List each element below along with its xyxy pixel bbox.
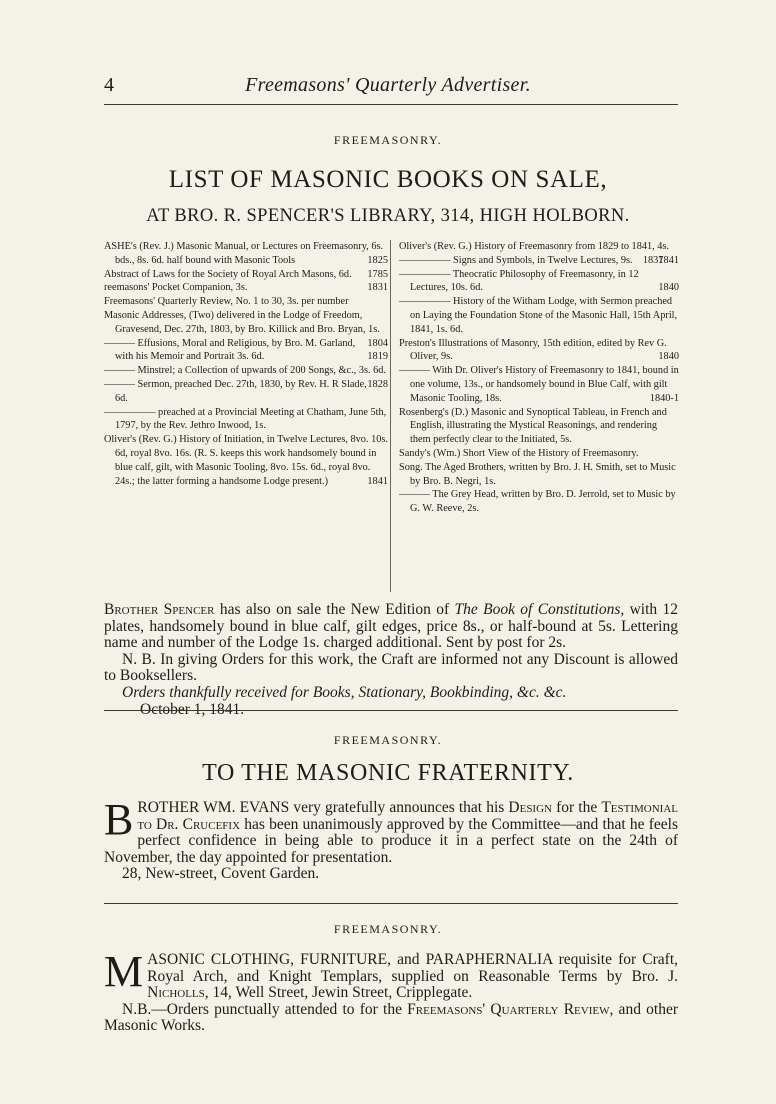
header-rule xyxy=(104,104,678,105)
ad3-nb2: , and other Masonic Works. xyxy=(104,1000,678,1035)
ad2-dropcap: B xyxy=(104,795,134,844)
book-entry-text: ——— With Dr. Oliver's History of Freemasonry to 1841, bound in one volume, 13s., or handsomely bound in Blue Calf, with gilt Masonic Tooling, 18s. xyxy=(399,365,679,404)
book-entry-year: 1785 xyxy=(367,268,388,280)
book-entry-year: 1840-1 xyxy=(649,392,679,404)
book-entry-text: reemasons' Pocket Companion, 3s. xyxy=(104,282,248,294)
ad2-title: TO THE MASONIC FRATERNITY. xyxy=(202,760,574,786)
notice-body: has also on sale the New Edition of xyxy=(214,601,455,618)
book-entry xyxy=(104,364,388,390)
book-entry-text: Freemasons' Quarterly Review, No. 1 to 30, 3s. per number xyxy=(104,296,349,308)
book-entry xyxy=(104,281,388,295)
column-divider xyxy=(390,240,391,592)
book-entry-text: Preston's Illustrations of Masonry, 15th edition, edited by Rev G. Oliver, 9s. xyxy=(399,337,667,363)
ad2-kicker: FREEMASONRY. xyxy=(333,733,443,747)
book-entry-text: ——— Minstrel; a Collection of upwards of 200 Songs, &c., 3s. 6d. xyxy=(104,365,386,377)
book-entry xyxy=(104,337,388,365)
book-list-right xyxy=(399,240,679,516)
ad1-nb: N. B. In giving Orders for this work, the Craft are informed not any Discount is allowed to Booksellers. xyxy=(104,650,678,685)
book-entry xyxy=(399,364,679,405)
book-entry-year: 1828 xyxy=(367,378,388,390)
book-entry xyxy=(399,268,679,296)
ad3-body1: and xyxy=(390,951,426,968)
book-entry xyxy=(104,406,388,434)
ad3-name: J. Nicholls xyxy=(147,967,678,1002)
book-list-left xyxy=(104,240,388,488)
book-entry-text: ————— preached at a Provincial Meeting at Chatham, June 5th, 1797, by the Rev. Jethro Inwood, 1s. xyxy=(104,406,387,432)
book-entry-text: Abstract of Laws for the Society of Royal Arch Masons, 6d. xyxy=(104,268,352,280)
page-number: 4 xyxy=(104,74,114,96)
notice-lead: Brother Spencer xyxy=(104,601,215,618)
book-entry-text: Song. The Aged Brothers, written by Bro. J. H. Smith, set to Music by Bro. B. Negri, 1s. xyxy=(399,461,676,487)
ad3-lead: ASONIC CLOTHING, FURNITURE, xyxy=(147,951,391,968)
ad2-testimonial: Testimonial to Dr. Crucefix xyxy=(137,799,678,833)
book-entry xyxy=(399,447,679,461)
book-entry-text: Sandy's (Wm.) Short View of the History of Freemasonry. xyxy=(399,447,639,459)
ad2-design: Design xyxy=(508,799,552,816)
ad3-body xyxy=(104,947,678,1035)
ad3-body3: , 14, Well Street, Jewin Street, Cripplegate. xyxy=(204,984,473,1002)
ad1-subtitle: AT BRO. R. SPENCER'S LIBRARY, 314, HIGH HOLBORN. xyxy=(146,206,630,226)
book-entry xyxy=(104,309,388,349)
ad3-nb-title: Freemasons' Quarterly Review xyxy=(407,1000,610,1018)
book-entry xyxy=(399,295,679,336)
ad2-address: 28, New-street, Covent Garden. xyxy=(122,865,320,883)
book-entry-year: 1840 xyxy=(658,351,679,363)
book-entry-text: ————— Signs and Symbols, in Twelve Lectures, 9s. xyxy=(399,254,633,266)
book-entry-year: 1837 xyxy=(642,254,664,266)
book-entry-text: ASHE's (Rev. J.) Masonic Manual, or Lectures on Freemasonry, 6s. bds., 8s. 6d. half bound with Masonic Tools xyxy=(104,241,384,266)
book-entry-text: ——— Sermon, preached Dec. 27th, 1830, by Rev. H. R Slade, 6d. xyxy=(104,378,367,404)
ad2-body1: very gratefully announces that his xyxy=(289,799,509,816)
ad3-dropcap: M xyxy=(104,947,144,996)
book-entry xyxy=(104,378,388,406)
ad3-body2: requisite for Craft, Royal Arch, and Knight Templars, supplied on Reasonable Terms by Bro. xyxy=(147,951,678,985)
ad2-lead: ROTHER WM. EVANS xyxy=(137,799,290,816)
book-entry-text: Oliver's (Rev. G.) History of Freemasonry from 1829 to 1841, 4s. xyxy=(399,241,670,252)
ad2-body xyxy=(104,795,678,883)
book-entry xyxy=(104,433,388,488)
book-entry-year: 1840 xyxy=(658,282,679,294)
notice-rest: with 12 plates, handsomely bound in blue calf, gilt edges, price 8s., or half-bound at 5s. Lettering name and number of the Lodge 1s. charged additional. Sent by post for 2s. xyxy=(104,601,679,652)
book-entry xyxy=(399,337,679,365)
book-entry-year: 1819 xyxy=(367,351,388,363)
book-entry xyxy=(104,295,388,309)
ad1-bottom-rule xyxy=(104,710,678,711)
running-head xyxy=(104,74,672,102)
book-entry xyxy=(104,268,388,282)
ad3-lead2: PARAPHERNALIA xyxy=(425,951,553,968)
ad2-body2: for the xyxy=(552,799,602,816)
book-entry xyxy=(399,488,679,516)
book-entry-year: 1831 xyxy=(367,282,388,294)
book-entry xyxy=(399,254,679,268)
ad1-title: LIST OF MASONIC BOOKS ON SALE, xyxy=(168,166,608,193)
book-entry-year: 1841 xyxy=(367,475,388,487)
journal-title: Freemasons' Quarterly Advertiser. xyxy=(245,74,531,96)
book-entry-text: Rosenberg's (D.) Masonic and Synoptical Tableau, in French and English, illustrating the Mystical Reasonings, and rendering them perfectly clear to the Initiated, 5s. xyxy=(399,406,667,446)
book-entry xyxy=(104,240,388,268)
ad1-kicker: FREEMASONRY. xyxy=(333,133,443,147)
book-entry-year: 1825 xyxy=(367,254,388,266)
book-entry-text: Masonic Addresses, (Two) delivered in the Lodge of Freedom, Gravesend, Dec. 27th, 1803, by Bro. Killick and Bro. Bryan, 1s. xyxy=(104,309,380,335)
ad1-orders: Orders thankfully received for Books, Stationary, Bookbinding, &c. &c. xyxy=(122,683,567,701)
book-entry-text: ——— Effusions, Moral and Religious, by Bro. M. Garland, with his Memoir and Portrait 3s. 6d. xyxy=(104,337,356,363)
ad3-kicker: FREEMASONRY. xyxy=(333,922,443,936)
book-entry-text: ——— The Grey Head, written by Bro. D. Jerrold, set to Music by G. W. Reeve, 2s. xyxy=(399,489,676,515)
book-entry-text: Oliver's (Rev. G.) History of Initiation, in Twelve Lectures, 8vo. 10s. 6d, royal 8vo. 16s. (R. S. keeps this work handsomely bound in blue calf, gilt, with Masonic Tooling, 8vo. 15s. 6d., royal 8vo. 24s.; the latter forming a handsome Lodge present.) xyxy=(104,434,388,487)
book-entry-text: ————— Theocratic Philosophy of Freemasonry, in 12 Lectures, 10s. 6d. xyxy=(399,268,639,294)
ad2-bottom-rule xyxy=(104,903,678,904)
ad3-nb1: N.B.—Orders punctually attended to for the xyxy=(122,1000,408,1018)
book-entry-year: 1841 xyxy=(658,254,679,266)
ad2-body3: has been unanimously approved by the Committee—and that he feels perfect confidence in being able to produce it in a perfect state on the 24th of November, the day appointed for presentation. xyxy=(104,815,678,866)
ad1-date: October 1, 1841. xyxy=(140,700,245,718)
book-entry-text: ————— History of the Witham Lodge, with Sermon preached on Laying the Foundation Stone of the Masonic Hall, 15th April, 1841, 1s. 6d. xyxy=(399,296,678,335)
notice-book-title: The Book of Constitutions, xyxy=(454,601,625,618)
book-entry xyxy=(399,461,679,489)
book-entry-year: 1804 xyxy=(367,337,388,349)
book-entry xyxy=(399,406,679,447)
ad1-notice xyxy=(104,602,678,718)
